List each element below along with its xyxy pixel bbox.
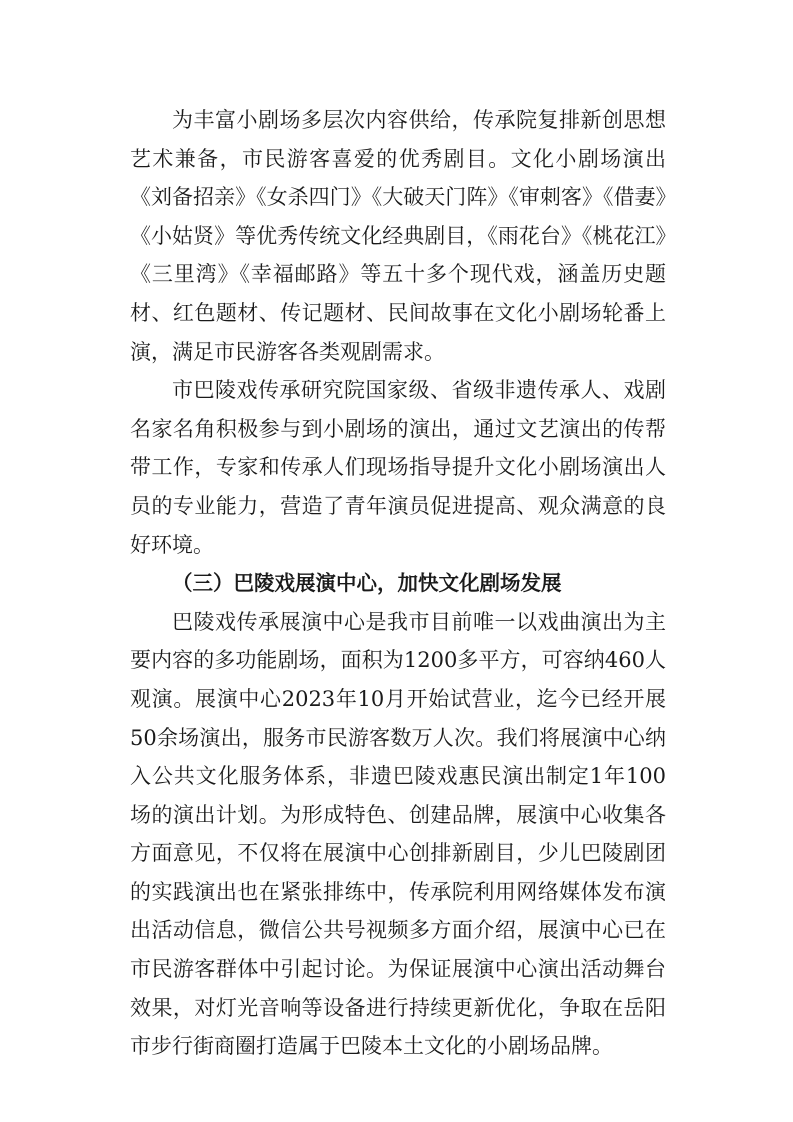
paragraph-exhibition-center: 巴陵戏传承展演中心是我市目前唯一以戏曲演出为主要内容的多功能剧场，面积为1200多平方，可容纳460人观演。展演中心2023年10月开始试营业，迄今已经开展50余场演出，服务市民游客数万人次。我们将展演中心纳入公共文化服务体系，非遗巴陵戏惠民演出制定1年100场的演出计划。为形成特色、创建品牌，展演中心收集各方面意见，不仅将在展演中心创排新剧目，少儿巴陵剧团的实践演出也在紧张排练中，传承院利用网络媒体发布演出活动信息，微信公共号视频多方面介绍，展演中心已在市民游客群体中引起讨论。为保证展演中心演出活动舞台效果，对灯光音响等设备进行持续更新优化，争取在岳阳市步行街商圈打造属于巴陵本土文化的小剧场品牌。 [130,609,666,1059]
document-body [130,101,666,1066]
paragraph-small-theater-repertoire: 为丰富小剧场多层次内容供给，传承院复排新创思想艺术兼备，市民游客喜爱的优秀剧目。文化小剧场演出《刘备招亲》《女杀四门》《大破天门阵》《审刺客》《借妻》《小姑贤》等优秀传统文化经典剧目，《雨花台》《桃花江》《三里湾》《幸福邮路》等五十多个现代戏，涵盖历史题材、红色题材、传记题材、民间故事在文化小剧场轮番上演，满足市民游客各类观剧需求。 [130,108,666,364]
section-heading: （三）巴陵戏展演中心，加快文化剧场发展 [172,571,562,596]
paragraph-inheritors-participation: 市巴陵戏传承研究院国家级、省级非遗传承人、戏剧名家名角积极参与到小剧场的演出，通过文艺演出的传帮带工作，专家和传承人们现场指导提升文化小剧场演出人员的专业能力，营造了青年演员促进提高、观众满意的良好环境。 [130,378,666,557]
